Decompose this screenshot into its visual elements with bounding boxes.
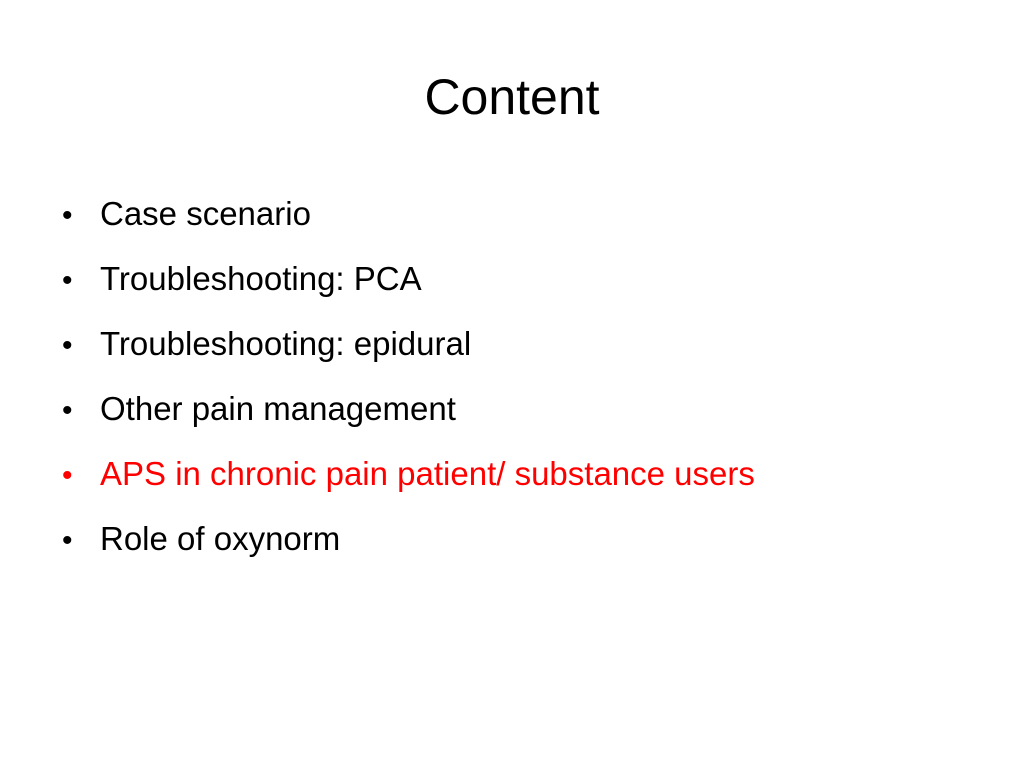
bullet-item-role-of-oxynorm bbox=[62, 511, 962, 576]
bullet-text: Other pain management bbox=[100, 390, 456, 427]
bullet-icon: • bbox=[62, 394, 73, 427]
bullet-item-case-scenario bbox=[62, 186, 962, 251]
bullet-icon: • bbox=[62, 459, 73, 492]
bullet-item-troubleshooting-pca bbox=[62, 251, 962, 316]
bullet-text: Troubleshooting: epidural bbox=[100, 325, 472, 362]
bullet-icon: • bbox=[62, 199, 73, 232]
bullet-text: Case scenario bbox=[100, 195, 311, 232]
bullet-icon: • bbox=[62, 524, 73, 557]
bullet-icon: • bbox=[62, 329, 73, 362]
bullet-icon: • bbox=[62, 264, 73, 297]
bullet-text: Troubleshooting: PCA bbox=[100, 260, 422, 297]
bullet-list bbox=[62, 186, 962, 576]
bullet-text: APS in chronic pain patient/ substance users bbox=[100, 455, 755, 492]
bullet-item-aps-chronic-pain bbox=[62, 446, 962, 511]
bullet-text: Role of oxynorm bbox=[100, 520, 341, 557]
slide-title: Content bbox=[424, 69, 600, 125]
bullet-item-other-pain-management bbox=[62, 381, 962, 446]
bullet-item-troubleshooting-epidural bbox=[62, 316, 962, 381]
